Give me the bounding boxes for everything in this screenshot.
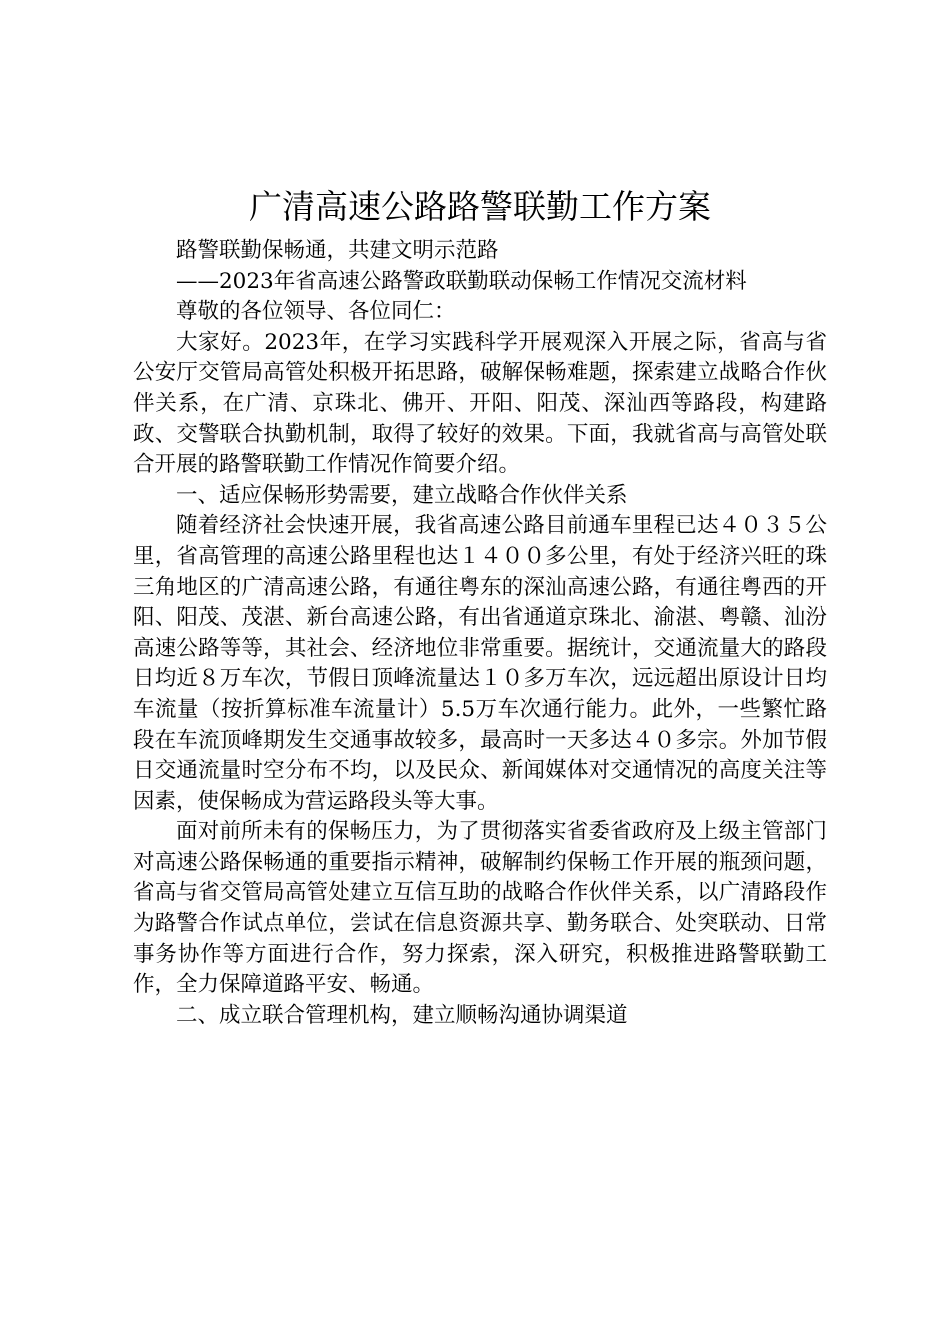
paragraph-intro: 大家好。2023年，在学习实践科学开展观深入开展之际，省高与省公安厅交管局高管处积极开拓思路，破解保畅难题，探索建立战略合作伙伴关系，在广清、京珠北、佛开、开阳、阳茂、深汕西等路段，构建路政、交警联合执勤机制，取得了较好的效果。下面，我就省高与高管处联合开展的路警联勤工作情况作简要介绍。 xyxy=(133,329,827,478)
document-page xyxy=(133,178,827,1031)
paragraph-cooperation: 面对前所未有的保畅压力，为了贯彻落实省委省政府及上级主管部门对高速公路保畅通的重要指示精神，破解制约保畅工作开展的瓶颈问题，省高与省交管局高管处建立互信互助的战略合作伙伴关系，以广清路段作为路警合作试点单位，尝试在信息资源共享、勤务联合、处突联动、日常事务协作等方面进行合作，努力探索，深入研究，积极推进路警联勤工作，全力保障道路平安、畅通。 xyxy=(133,819,827,998)
section-heading-1: 一、适应保畅形势需要，建立战略合作伙伴关系 xyxy=(176,482,628,508)
subtitle-slogan: 路警联勤保畅通，共建文明示范路 xyxy=(176,238,499,263)
section-heading-2: 二、成立联合管理机构，建立顺畅沟通协调渠道 xyxy=(176,1002,628,1028)
paragraph-background: 随着经济社会快速开展，我省高速公路目前通车里程已达４０３５公里，省高管理的高速公路里程也达１４００多公里，有处于经济兴旺的珠三角地区的广清高速公路，有通往粤东的深汕高速公路，有通往粤西的开阳、阳茂、茂湛、新台高速公路，有出省通道京珠北、渝湛、粤赣、汕汾高速公路等等，其社会、经济地位非常重要。据统计，交通流量大的路段日均近８万车次，节假日顶峰流量达１０多万车次，远远超出原设计日均车流量（按折算标准车流量计）5.5万车次通行能力。此外，一些繁忙路段在车流顶峰期发生交通事故较多，最高时一天多达４０多宗。外加节假日交通流量时空分布不均，以及民众、新闻媒体对交通情况的高度关注等因素，使保畅成为营运路段头等大事。 xyxy=(133,513,827,814)
salutation: 尊敬的各位领导、各位同仁： xyxy=(176,299,456,325)
document-title: 广清高速公路路警联勤工作方案 xyxy=(249,187,711,226)
subtitle-source: ——2023年省高速公路警政联勤联动保畅工作情况交流材料 xyxy=(176,268,747,294)
